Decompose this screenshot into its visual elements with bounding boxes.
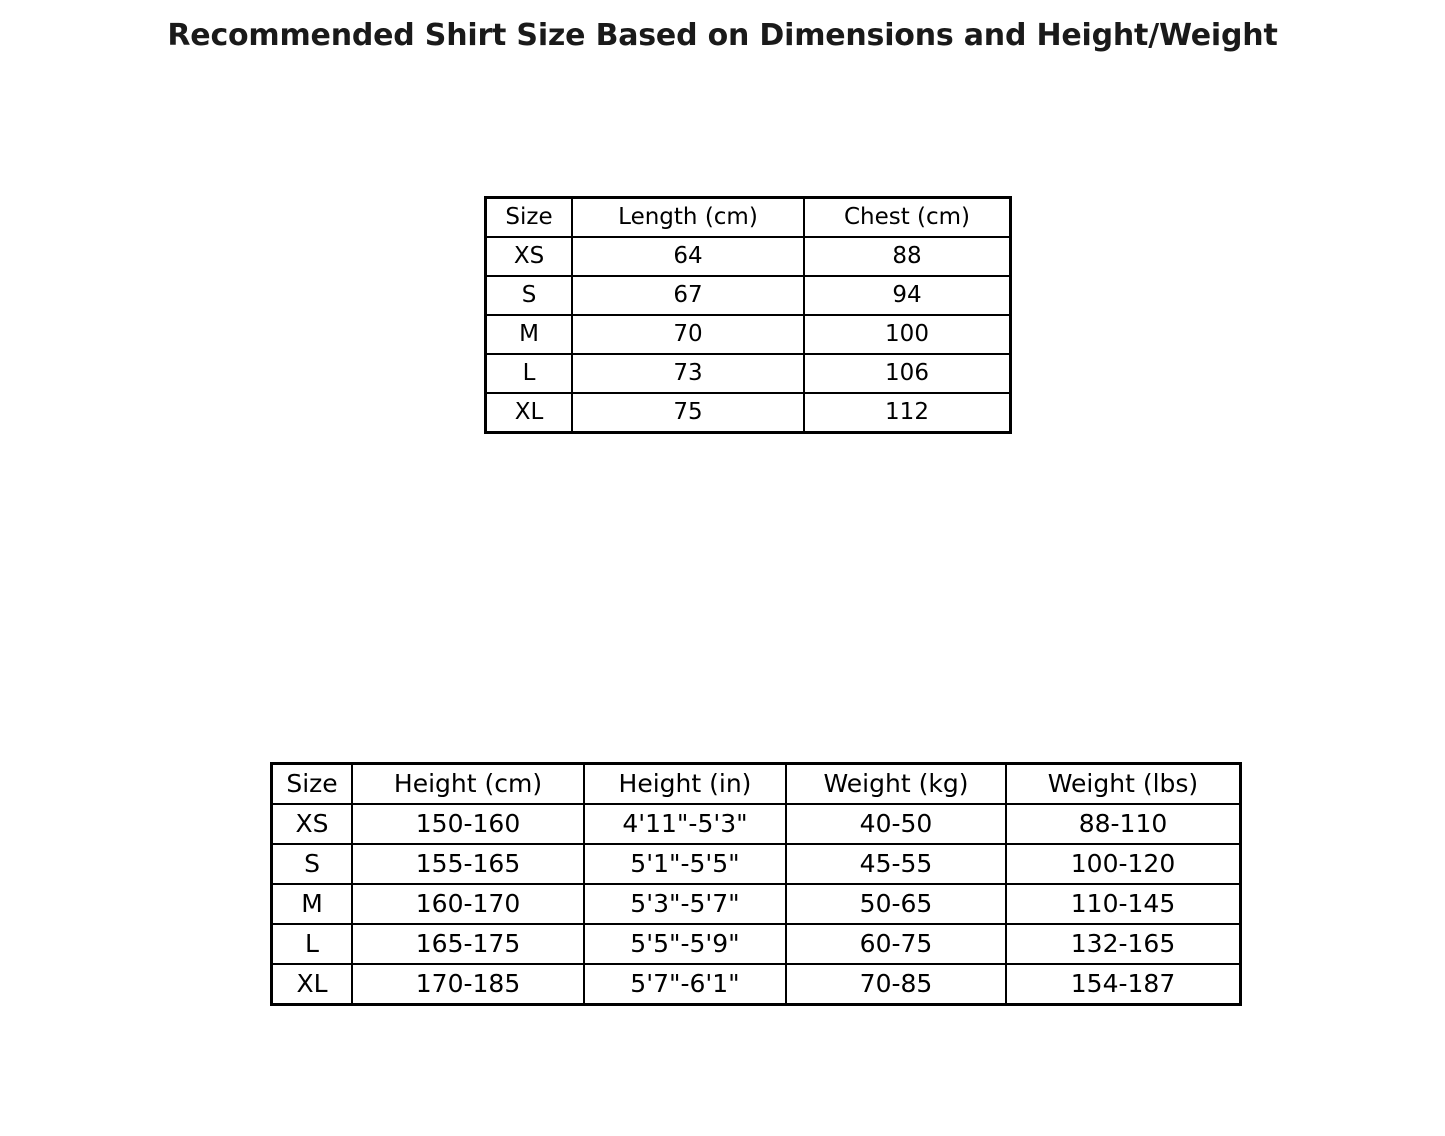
cell-height-in: 4'11"-5'3" <box>584 804 786 844</box>
table-row <box>486 237 1011 276</box>
cell-weight-lbs: 132-165 <box>1006 924 1241 964</box>
cell-height-in: 5'3"-5'7" <box>584 884 786 924</box>
cell-height-cm: 165-175 <box>352 924 584 964</box>
cell-height-cm: 170-185 <box>352 964 584 1005</box>
cell-weight-kg: 70-85 <box>786 964 1006 1005</box>
cell-height-in: 5'5"-5'9" <box>584 924 786 964</box>
page-title: Recommended Shirt Size Based on Dimensions and Height/Weight <box>167 18 1278 53</box>
table-row <box>272 804 1241 844</box>
table-header-row <box>272 764 1241 805</box>
cell-height-cm: 150-160 <box>352 804 584 844</box>
height-weight-table <box>270 762 1242 1006</box>
cell-length: 73 <box>572 354 804 393</box>
column-header-size: Size <box>272 764 353 805</box>
cell-chest: 94 <box>804 276 1011 315</box>
cell-chest: 88 <box>804 237 1011 276</box>
cell-length: 70 <box>572 315 804 354</box>
size-dimensions-table <box>484 196 1012 434</box>
height-weight-table-container <box>270 762 1242 1006</box>
cell-size: XL <box>486 393 573 433</box>
cell-size: L <box>486 354 573 393</box>
column-header-height-in: Height (in) <box>584 764 786 805</box>
cell-chest: 112 <box>804 393 1011 433</box>
cell-size: XL <box>272 964 353 1005</box>
cell-size: L <box>272 924 353 964</box>
cell-height-in: 5'1"-5'5" <box>584 844 786 884</box>
cell-size: XS <box>272 804 353 844</box>
cell-weight-lbs: 110-145 <box>1006 884 1241 924</box>
table-row <box>486 393 1011 433</box>
cell-weight-lbs: 154-187 <box>1006 964 1241 1005</box>
cell-length: 64 <box>572 237 804 276</box>
cell-weight-lbs: 100-120 <box>1006 844 1241 884</box>
column-header-length: Length (cm) <box>572 198 804 238</box>
cell-height-cm: 160-170 <box>352 884 584 924</box>
table-row <box>486 315 1011 354</box>
cell-size: M <box>486 315 573 354</box>
cell-weight-kg: 45-55 <box>786 844 1006 884</box>
column-header-weight-kg: Weight (kg) <box>786 764 1006 805</box>
cell-chest: 100 <box>804 315 1011 354</box>
table-row <box>272 924 1241 964</box>
cell-size: XS <box>486 237 573 276</box>
size-dimensions-table-container <box>484 196 1012 434</box>
cell-size: S <box>272 844 353 884</box>
cell-length: 67 <box>572 276 804 315</box>
table-header-row <box>486 198 1011 238</box>
column-header-height-cm: Height (cm) <box>352 764 584 805</box>
cell-size: M <box>272 884 353 924</box>
table-row <box>272 964 1241 1005</box>
column-header-size: Size <box>486 198 573 238</box>
table-row <box>272 884 1241 924</box>
cell-weight-kg: 60-75 <box>786 924 1006 964</box>
table-row <box>486 354 1011 393</box>
column-header-chest: Chest (cm) <box>804 198 1011 238</box>
table-row <box>272 844 1241 884</box>
cell-height-in: 5'7"-6'1" <box>584 964 786 1005</box>
cell-length: 75 <box>572 393 804 433</box>
cell-height-cm: 155-165 <box>352 844 584 884</box>
cell-weight-kg: 40-50 <box>786 804 1006 844</box>
cell-weight-lbs: 88-110 <box>1006 804 1241 844</box>
cell-chest: 106 <box>804 354 1011 393</box>
cell-size: S <box>486 276 573 315</box>
table-row <box>486 276 1011 315</box>
column-header-weight-lbs: Weight (lbs) <box>1006 764 1241 805</box>
cell-weight-kg: 50-65 <box>786 884 1006 924</box>
